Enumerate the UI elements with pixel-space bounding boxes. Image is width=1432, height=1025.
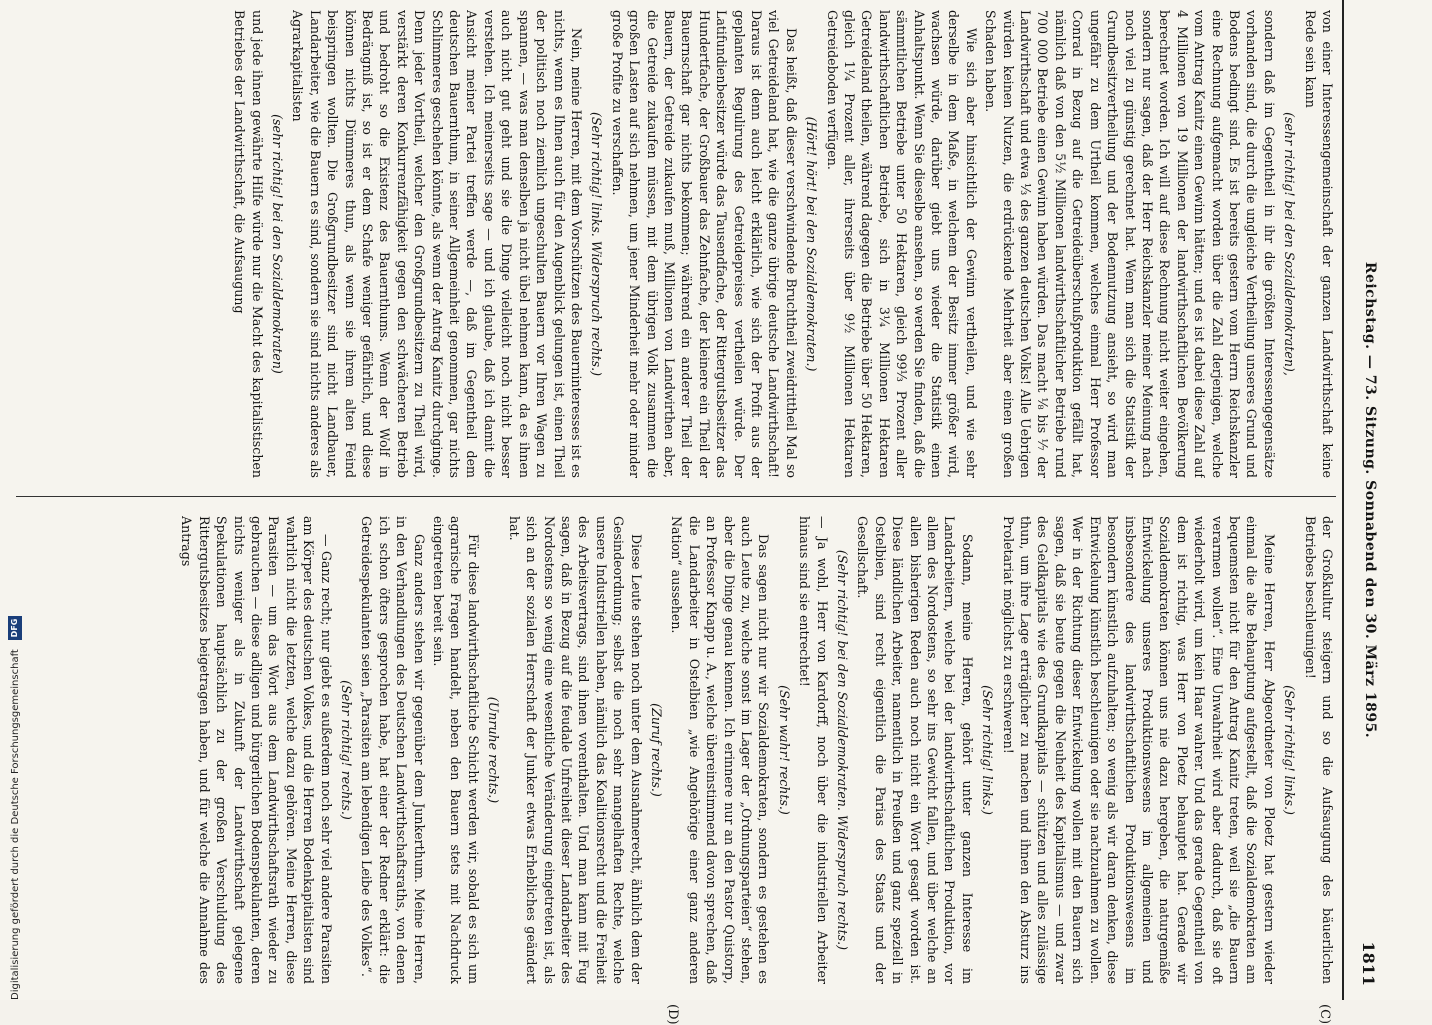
- margin-marker-d: (D): [665, 1004, 680, 1025]
- paragraph: Ganz anders stehen wir gegenüber dem Junkerthum. Meine Herren, in den Verhandlungen des Deutschen Landwirthschaftsraths, von denen ich schon öfters gesprochen habe, hat einer der Redner erklärt: die Getreidespekulanten seien „Parasiten am lebendigen Leibe des Volkes“.: [359, 516, 427, 984]
- interjection: (sehr richtig! bei den Sozialdemokraten): [270, 114, 286, 374]
- page-number: 1811: [1359, 941, 1378, 986]
- paragraph: der Großkultur steigern und so die Aufsaugung des bäuerlichen Betriebes beschleunigen!: [1302, 516, 1335, 984]
- interjection: (Hört! hört! bei den Sozialdemokraten.): [804, 116, 820, 372]
- footer-text: Digitalisierung gefördert durch die Deutsche Forschungsgemeinschaft: [10, 649, 21, 1000]
- paragraph: Für diese landwirthschaftliche Schicht werden wir, sobald es sich um agrarische Fragen handelt, neben den Bauern stets mit Nachdruck eingetreten bereit sein.: [431, 516, 481, 984]
- interjection: (Zuruf rechts.): [648, 703, 664, 797]
- page-title: Reichstag. — 73. Sitzung. Sonnabend den 30. März 1895.: [1362, 261, 1378, 739]
- paragraph: Wie sich aber hinsichtlich der Gewinn vertheilen, und wie sehr derselbe in dem Maße, in welchem der Besitz immer größer wird, wachsen würde, darüber giebt uns wieder die Statistik einen Anhaltspunkt. Wenn Sie dieselbe ansehen, so werden Sie finden, daß die sämmtlichen Betriebe unter 50 Hektaren, gleich 99⅓ Prozent aller landwirthschaftlichen Betriebe, sich in 3¼ Millionen Hektaren Getreideland theilen, während dagegen die Betriebe über 50 Hektaren, gleich 1¼ Prozent aller, ihrerseits über 9½ Millionen Hektaren Getreideboden verfügen.: [824, 10, 979, 478]
- header-rule: [1342, 0, 1344, 1000]
- paragraph: und jede ihnen gewährte Hilfe würde nur die Macht des kapitalistischen Betriebes der Landwirthschaft, die Aufsaugung: [232, 10, 265, 478]
- paragraph: Nein, meine Herren, mit dem Vorschützen des Bauerninteresses ist es nichts, wenn es Ihnen auch für den Augenblick gelungen ist, einen Theil der politisch noch ziemlich ungeschulten Bauern vor Ihren Wagen zu spannen, — was man denselben ja nicht übel nehmen kann, da es ihnen auch nicht gut geht und sie die Dinge vielleicht noch nicht besser verstehen. Ich meinerseits sage — und ich glaube, daß ich damit die Ansicht meiner Partei treffen werde —, daß im Gegentheil dem deutschen Bauernthum, in seiner Allgemeinheit genommen, gar nichts Schlimmeres geschehen könnte, als wenn der Antrag Kanitz durchginge. Denn jeder Vortheil, welcher den Großgrundbesitzern zu Theil wird, verstärkt deren Konkurrenzfähigkeit gegen den schwächeren Betrieb und bedroht so die Existenz des Bauernthums. Wenn der Wolf in Bedrängniß ist, so ist er dem Schafe weniger gefährlich, und diese können nichts Dümmeres thun, als wenn sie ihrem alten Feind beispringen wollten. Die Großgrundbesitzer sind nicht Landbauer, Landarbeiter, wie die Bauern es sind, sondern sie sind nichts anderes als Agrarkapitalisten: [290, 10, 584, 478]
- interjection: (Sehr richtig! links. Widerspruch rechts.): [589, 111, 605, 376]
- interjection: (Sehr richtig! rechts.): [339, 680, 355, 820]
- paragraph: Das sagen nicht nur wir Sozialdemokraten, sondern es gestehen es auch Leute zu, welche sonst im Lager der „Ordnungsparteien“ stehen, aber die Dinge genau kennen. Ich erinnere nur an den Pastor Quistorp, an Professor Knapp u. A., welche übereinstimmend davon sprechen, daß die Landarbeiter in Ostelbien „wie Angehörige einer ganz anderen Nation“ aussehen.: [669, 516, 772, 984]
- paragraph: — Ja wohl, Herr von Kardorff, noch über die industriellen Arbeiter hinaus sind sie entrechtet!: [797, 516, 830, 984]
- interjection: (Unruhe rechts.): [486, 696, 502, 804]
- column-divider: [16, 496, 1336, 497]
- paragraph: sondern daß im Gegentheil in ihr die größten Interessengegensätze vorhanden sind, die durch die ungleiche Vertheilung unseres Grund und Bodens bedingt sind. Es ist bereits gestern vom Herrn Reichskanzler eine Rechnung aufgemacht worden über die Zahl derjenigen, welche vom Antrag Kanitz einen Gewinn hätten; und es ist dabei diese Zahl auf 4 Millionen von 19 Millionen der landwirthschaftlichen Bevölkerung berechnet worden. Ich will auf diese Rechnung nicht weiter eingehen, sondern nur sagen, daß der Herr Reichskanzler meiner Meinung nach noch viel zu günstig gerechnet hat. Wenn man sich die Statistik der Grundbesitzvertheilung und der Bodennutzung ansieht, so wird man ungefähr zu dem Urtheil kommen, welches einmal Herr Professor Conrad in Bezug auf die Getreideüberschußproduktion gefällt hat, nämlich daß von den 5½ Millionen landwirthschaftlicher Betriebe rund 700 000 Betriebe einen Gewinn haben würden. Das macht ⅛ bis ⅐ der Landwirthschaft und etwa ⅓ des ganzen deutschen Volks! Alle Uebrigen würden keinen Nutzen, die erdrückende Mehrheit aber einen großen Schaden haben.: [983, 10, 1277, 478]
- interjection: (Sehr richtig! links.): [980, 685, 996, 815]
- rotated-page-sheet: [5, 0, 1380, 1025]
- right-column: [16, 516, 1336, 984]
- interjection: (Sehr richtig! bei den Sozialdemokraten. Widerspruch rechts.): [835, 549, 851, 951]
- text-columns: [16, 0, 1336, 1000]
- interjection: (sehr richtig! bei den Sozialdemokraten),: [1282, 112, 1298, 376]
- interjection: (Sehr wahr! rechts.): [776, 685, 792, 815]
- paragraph: Meine Herren, Herr Abgeordneter von Ploetz hat gestern wieder einmal die alte Behauptung aufgestellt, daß die Sozialdemokraten am bequemsten nicht für den Antrag Kanitz treten, weil sie „die Bauern verarmen wollen“. Eine Unwahrheit wird aber dadurch, daß sie oft wiederholt wird, um kein Haar wahrer. Und das gerade Gegentheil von dem ist richtig, was Herr von Ploetz behauptet hat. Gerade wir Sozialdemokraten können uns nie dazu hergeben, die naturgemäße Entwickelung unseres Produktionswesens im allgemeinen und insbesondere des landwirthschaftlichen Produktionswesens im besondern künstlich aufzuhalten; so wenig als wir daran denken, diese Entwickelung künstlich beschleunigen oder sie nachzuahmen zu wollen. Wer in der Richtung dieser Entwickelung wollen mit den Bauern sich sagen, daß sie beute gegen die Neuheit des Kapitalismus — und zwar des Geldkapitals wie des Grundkapitals — schützen und alles zulässige thun, um ihre Lage erträglicher zu machen und ihnen den Absturz ins Proletariat möglichst zu erschweren!: [1000, 516, 1277, 984]
- paragraph: — Ganz recht; nur giebt es außerdem noch sehr viel andere Parasiten am Körper des deutschen Volkes, und die Herren Bodenkapitalisten sind wahrlich nicht die letzten, welche dazu gehören. Meine Herren, diese Parasiten — um das Wort aus dem Landwirthschaftsrath wieder zu gebrauchen — diese adligen und bürgerlichen Bodenspekulanten, deren nichts weniger als in Zukunft der Landwirthschaft gelegene Spekulationen hauptsächlich zu der großen Verschuldung des Rittergutsbesitzes beigetragen haben, und für welche die Annahme des Antrags: [179, 516, 334, 984]
- paragraph: Diese Leute stehen noch unter dem Ausnahmerecht, ähnlich dem der Gesindeordnung; selbst die noch sehr mangelhaften Rechte, welche unsere Industriellen haben, nämlich das Koalitionsrecht und die Freiheit des Arbeitsvertrags, sind ihnen vorenthalten. Und man kann mit Fug sagen, daß in Bezug auf die feudale Unfreiheit dieser Landarbeiter des Nordostens so wenig eine wesentliche Veränderung eingetreten ist, als sich an der sozialen Herrschaft der Junker etwas Erhebliches geändert hat.: [506, 516, 644, 984]
- digitization-footer: [8, 560, 24, 1000]
- paragraph: Das heißt, daß dieser verschwindende Bruchtheil zweidrittheil Mal so viel Getreideland hat, wie die ganze übrige deutsche Landwirthschaft! Daraus ist denn auch leicht erklärlich, wie sich der Profit aus der geplanten Regulirung des Getreidepreises vertheilen würde. Der Latifundienbesitzer würde das Tausendfache, der Rittergutsbesitzer das Hundertfache, der Großbauer das Zehnfache, der kleinere ein Theil der Bauernschaft gar nichts bekommen; während ein anderer Theil der Bauern, der Getreide zukaufen muß, Millionen von Landwirthen aber, die Getreide zukaufen müssen, mit dem übrigen Volk zusammen die großen Lasten auf sich nehmen, um jener Minderheit mehr oder minder große Profite zu verschaffen.: [609, 10, 799, 478]
- paragraph: von einer Interessengemeinschaft der ganzen Landwirthschaft keine Rede sein kann: [1302, 10, 1335, 478]
- paragraph: Sodann, meine Herren, gehört unter ganzen Interesse im Landarbeitern, welche bei der landwirthschaftlichen Produktion, vor allem des Nordostens, so sehr ins Gewicht fallen, und über welche an allen bisherigen Reden auch noch nicht ein Wort gesagt worden ist. Diese ländlichen Arbeiter, namentlich in Preußen und ganz speziell in Ostelbien, sind recht eigentlich die Parias des Staats und der Gesellschaft.: [855, 516, 975, 984]
- page-header: [1340, 0, 1380, 1000]
- left-column: [16, 10, 1336, 478]
- dfg-logo-icon: DFG: [8, 616, 22, 640]
- margin-marker-c: (C): [1317, 1004, 1332, 1025]
- interjection: (Sehr richtig! links.): [1282, 685, 1298, 815]
